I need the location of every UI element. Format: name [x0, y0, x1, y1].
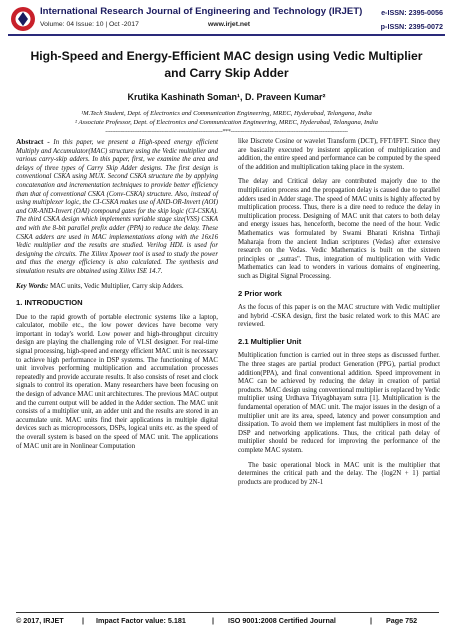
affiliation-1: ¹M.Tech Student, Dept. of Electronics and Communication Engineering, MREC, Hyderabad, Telangana, India [81, 110, 372, 117]
footer-separator: | [82, 616, 85, 625]
prior-work-paragraph: As the focus of this paper is on the MAC structure with Vedic multiplier and hybrid -CSKA design, first the basic related work to this MAC are reviewed. [238, 304, 440, 329]
right-column [238, 138, 440, 493]
e-issn: e-ISSN: 2395-0056 [381, 8, 443, 17]
section-heading-prior-work: 2 Prior work [238, 288, 282, 298]
footer-separator: | [370, 616, 373, 625]
paragraph-delay: The delay and Critical delay are contributed majorly due to the multiplication process and the propagation delay is caused due to parallel adders used in Adder stage. The speed of MAC units is highly affected by multiplication process. Thus, there is a dire need to reduce the delay in multiplication process. Designing of MAC unit that caters to both delay and energy issues has, henceforth, become the need of the hour. Vedic Mathematics was formulated by Swami Bharati Krishna Tirthaji Maharaja from the ancient Indian scriptures (Vedas) after extensive research on the Vedas. Vedic Mathematics is built on the sixteen principles or „sutras". Thus, integration of multiplication with Vedic Mathematics can lead to wonders in various domains of engineering, such as Digital Signal Processing. [238, 178, 440, 280]
volume-issue: Volume: 04 Issue: 10 | Oct -2017 [40, 21, 139, 28]
keywords [16, 283, 218, 292]
footer-divider [16, 612, 439, 613]
section-heading-multiplier-unit: 2.1 Multiplier Unit [238, 336, 302, 346]
abstract-label: Abstract - [16, 137, 50, 146]
multiplier-paragraph: Multiplication function is carried out in three steps as discussed further. The three stages are partial product Generation (PPG), partial product addition(PPA), and final conventional addition. Speed improvement in MAC can be achieved by reducing the delay in creation of partial products. MAC design using conventional multiplier is replaced by Vedic multiplier using Urdhava Triyagbhayam sutra [1]. Multiplication is the fundamental operation of MAC unit. The major issues in the design of a multiplier unit are its area, speed, latency and power consumption and dissipation. To avoid them we implement fast multipliers in most of the DSP and networking applications. Thus, the critical path delay of multiplier should be reduced for improving the performance of the complete MAC system. [238, 352, 440, 454]
footer-page-number: Page 752 [386, 616, 418, 625]
paper-authors: Krutika Kashinath Soman¹, D. Praveen Kumar² [127, 92, 326, 102]
abstract-text: In this paper, we present a High-speed energy efficient Multiply and Accumulator(MAC) structure using the Vedic multiplier and various carry-skip adders. In this paper, first, we examine the area and delays of three types of Carry Skip Adder designs. The first design is conventional CSKA using MUX. Second CSKA structure the by applying concatenation and incrementation techniques to provide better efficiency than that of conventional CSKA (Conv-CSKA) structure. Also, instead of using multiplexer logic, the CI-CSKA makes use of AND-OR-Invert (AOI) and OR-AND-Invert (OAI) compound gates for the skip logic (CI-CSKA). The third CSKA design which implements variable stage size(VSS) CSKA and with the 8-bit parallel prefix adder (PPA) to reduce the delay. These CSKA adders are used in MAC implementations along with the 16x16 Vedic multiplier and the results are studied. Verilog HDL is used for designing the circuits. The Xilinx Xpower tool is used to study the power and thus the energy efficiency is also calculated. The synthesis and simulation results are obtained using Xilinx ISE 14.7. [16, 139, 219, 275]
section-divider: ---------------------------------------------------------------------***--------------------------------------------------------------------- [105, 129, 348, 135]
journal-website[interactable]: www.irjet.net [208, 21, 251, 28]
journal-header [0, 0, 453, 42]
keywords-text: MAC units, Vedic Multiplier, Carry skip Adders. [48, 282, 184, 290]
section-heading-introduction: 1. INTRODUCTION [16, 298, 83, 308]
footer-impact-factor: Impact Factor value: 5.181 [96, 616, 186, 625]
p-issn: p-ISSN: 2395-0072 [380, 22, 443, 31]
footer-iso: ISO 9001:2008 Certified Journal [228, 616, 336, 625]
abstract [16, 138, 218, 277]
affiliation-2: ² Associate Professor, Dept. of Electronics and Communication Engineering, MREC, Hyderabad, Telangana, India [75, 119, 378, 126]
irjet-logo-icon [10, 6, 36, 32]
page-footer [16, 616, 439, 628]
footer-copyright: © 2017, IRJET [16, 616, 64, 625]
footer-separator: | [212, 616, 215, 625]
journal-name: International Research Journal of Engineering and Technology (IRJET) [40, 6, 363, 17]
left-column [16, 138, 218, 457]
paper-title: High-Speed and Energy-Efficient MAC design using Vedic Multiplier and Carry Skip Adder [30, 49, 423, 80]
operational-block-paragraph: The basic operational block in MAC unit is the multiplier that determines the critical path and the delay. The {log2N + 1} partial products are produced by 2N-1 [238, 461, 440, 486]
paragraph-applications: like Discrete Cosine or wavelet Transform (DCT), FFT/IFFT. Since they are basically executed by insistent application of multiplication and addition, the entire speed and performance can be computed by the speed of the addition and multiplication taking place in the system. [238, 138, 440, 171]
keywords-label: Key Words: [16, 282, 49, 290]
header-divider [8, 34, 445, 36]
introduction-paragraph: Due to the rapid growth of portable electronic systems like a laptop, calculator, mobile etc., the low power devices have become very important in today's world. Low power and high-throughput circuitry design are playing the challenging role of VLSI designer. For real-time signal processing, high-speed and energy efficient MAC unit is necessary to achieve high performance in DSP systems. The functioning of MAC unit involves performing multiplication and accumulation processes repeatedly and provide accurate results. It also consists of reset and clock signals to control its operation. Many researchers have been focusing on the design of advance MAC unit architectures. The previous MAC output and the current output will be added in the Adder section. The MAC unit consists of a multiplier unit, an adder unit and the results are stored in an accumulate unit. MAC units find their applications in multiple digital devices such as microprocessors, DSPs, logical units etc. as the speed of the overall system is based on the speed of MAC unit. The applications of MAC unit are in Nonlinear Computation [16, 313, 218, 450]
